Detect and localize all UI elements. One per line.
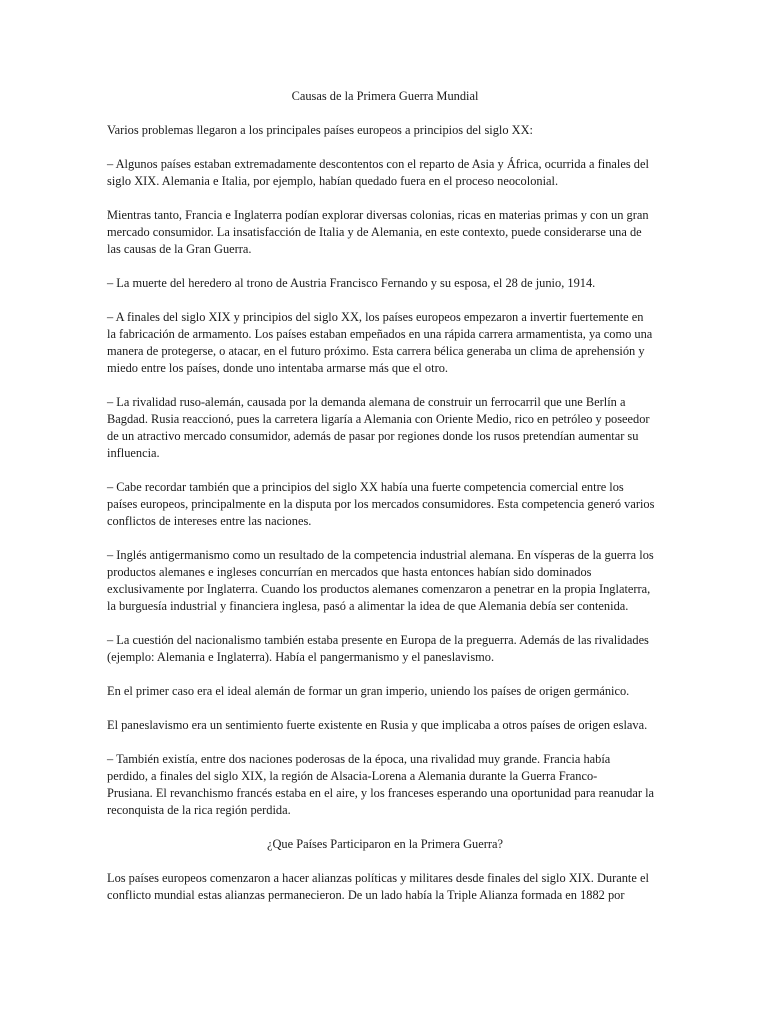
paragraph: – Cabe recordar también que a principios del siglo XX había una fuerte competencia comercial entre los países europeos, principalmente en la disputa por los mercados consumidores. Esta competencia generó varios conflictos de intereses entre las naciones.	[107, 480, 655, 528]
paragraph: Varios problemas llegaron a los principales países europeos a principios del siglo XX:	[107, 123, 533, 137]
paragraph: En el primer caso era el ideal alemán de formar un gran imperio, uniendo los países de origen germánico.	[107, 684, 630, 698]
paragraph: Mientras tanto, Francia e Inglaterra podían explorar diversas colonias, ricas en materias primas y con un gran mercado consumidor. La insatisfacción de Italia y de Alemania, en este contexto, puede considerarse una de las causas de la Gran Guerra.	[107, 208, 649, 256]
paragraph: – Algunos países estaban extremadamente descontentos con el reparto de Asia y África, ocurrida a finales del siglo XIX. Alemania e Italia, por ejemplo, habían quedado fuera en el proceso neocolonial.	[107, 157, 649, 188]
paragraph: – También existía, entre dos naciones poderosas de la época, una rivalidad muy grande. Francia había perdido, a finales del siglo XIX, la región de Alsacia-Lorena a Alemania durante la Guerra Franco- Prusiana. El revanchismo francés estaba en el aire, y los franceses esperando una oportunidad para reanudar la reconquista de la rica región perdida.	[107, 752, 655, 817]
section-heading: ¿Que Países Participaron en la Primera Guerra?	[266, 837, 503, 851]
paragraph: – La rivalidad ruso-alemán, causada por la demanda alemana de construir un ferrocarril que une Berlín a Bagdad. Rusia reaccionó, pues la carretera ligaría a Alemania con Oriente Medio, rico en petróleo y poseedor de un atractivo mercado consumidor, además de pasar por regiones donde los rusos pretendían aumentar su influencia.	[107, 395, 650, 460]
paragraph: – La cuestión del nacionalismo también estaba presente en Europa de la preguerra. Además de las rivalidades (ejemplo: Alemania e Inglaterra). Había el pangermanismo y el paneslavismo.	[107, 633, 649, 664]
paragraph: – Inglés antigermanismo como un resultado de la competencia industrial alemana. En vísperas de la guerra los productos alemanes e ingleses concurrían en mercados que hasta entonces habían sido dominados exclusivamente por Inglaterra. Cuando los productos alemanes comenzaron a penetrar en la propia Inglaterra, la burguesía industrial y financiera inglesa, pasó a alimentar la idea de que Alemania debía ser contenida.	[107, 548, 654, 613]
paragraph: – A finales del siglo XIX y principios del siglo XX, los países europeos empezaron a invertir fuertemente en la fabricación de armamento. Los países estaban empeñados en una rápida carrera armamentista, ya como una manera de protegerse, o atacar, en el futuro próximo. Esta carrera bélica generaba un clima de aprehensión y miedo entre los países, donde uno intentaba armarse más que el otro.	[107, 310, 653, 375]
paragraph: Los países europeos comenzaron a hacer alianzas políticas y militares desde finales del siglo XIX. Durante el conflicto mundial estas alianzas permanecieron. De un lado había la Triple Alianza formada en 1882 por	[107, 871, 649, 902]
document-title: Causas de la Primera Guerra Mundial	[291, 89, 479, 103]
paragraph: – La muerte del heredero al trono de Austria Francisco Fernando y su esposa, el 28 de junio, 1914.	[107, 276, 596, 290]
paragraph: El paneslavismo era un sentimiento fuerte existente en Rusia y que implicaba a otros países de origen eslava.	[107, 718, 648, 732]
